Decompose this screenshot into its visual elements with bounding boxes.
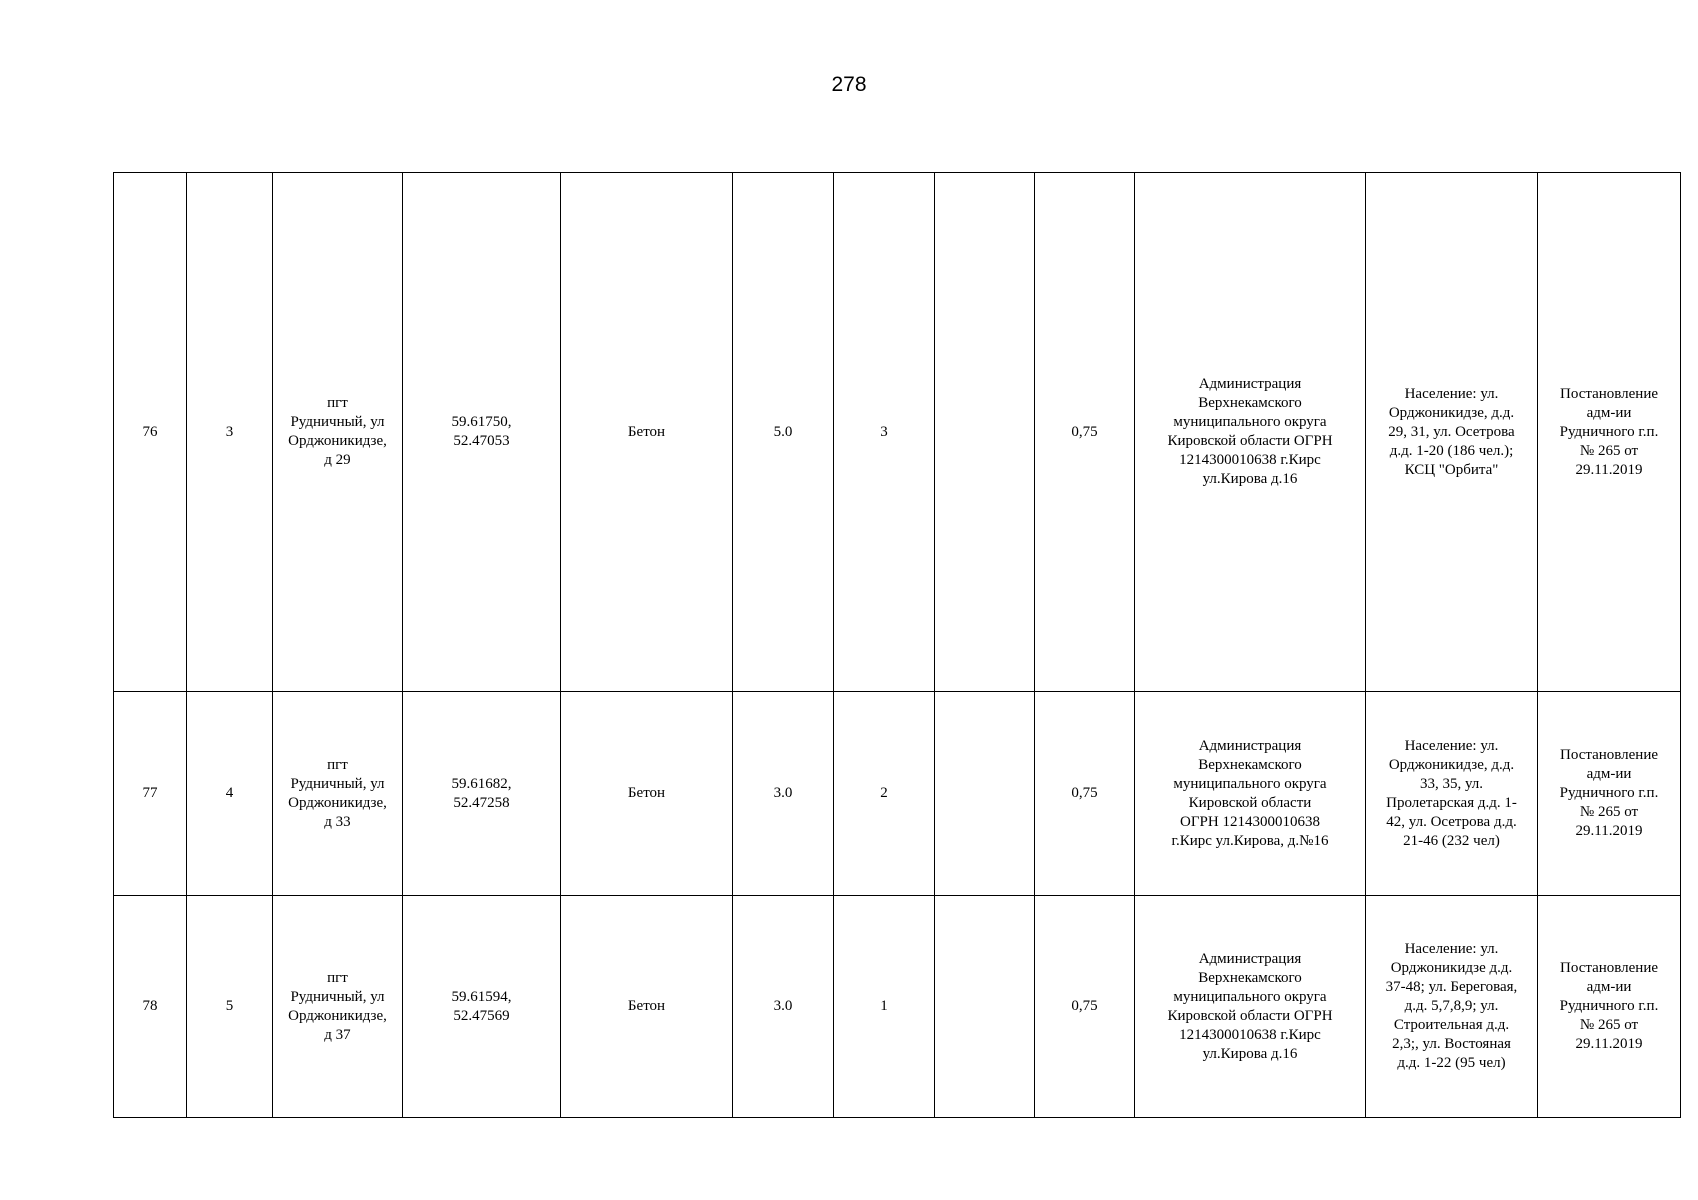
- cell-number: 77: [114, 692, 187, 896]
- cell-area: 5.0: [733, 173, 834, 692]
- cell-surface-material: Бетон: [561, 692, 733, 896]
- cell-waste-sources: Население: ул. Орджоникидзе, д.д. 33, 35, ул. Пролетарская д.д. 1- 42, ул. Осетрова д.д. 21-46 (232 чел): [1366, 692, 1538, 896]
- cell-address: пгт Рудничный, ул Орджоникидзе, д 29: [273, 173, 403, 692]
- cell-empty: [935, 173, 1035, 692]
- cell-empty: [935, 896, 1035, 1118]
- table-row: [114, 692, 1681, 896]
- cell-container-volume: 0,75: [1035, 173, 1135, 692]
- cell-index: 3: [187, 173, 273, 692]
- cell-area: 3.0: [733, 896, 834, 1118]
- cell-coordinates: 59.61750, 52.47053: [403, 173, 561, 692]
- cell-index: 4: [187, 692, 273, 896]
- cell-container-count: 1: [834, 896, 935, 1118]
- cell-decree: Постановление адм-ии Рудничного г.п. № 265 от 29.11.2019: [1538, 692, 1681, 896]
- cell-empty: [935, 692, 1035, 896]
- cell-container-volume: 0,75: [1035, 692, 1135, 896]
- cell-coordinates: 59.61594, 52.47569: [403, 896, 561, 1118]
- cell-surface-material: Бетон: [561, 173, 733, 692]
- cell-area: 3.0: [733, 692, 834, 896]
- cell-index: 5: [187, 896, 273, 1118]
- cell-surface-material: Бетон: [561, 896, 733, 1118]
- cell-coordinates: 59.61682, 52.47258: [403, 692, 561, 896]
- cell-owner: Администрация Верхнекамского муниципального округа Кировской области ОГРН 1214300010638 г.Кирс ул.Кирова д.16: [1135, 173, 1366, 692]
- table-row: [114, 173, 1681, 692]
- cell-owner: Администрация Верхнекамского муниципального округа Кировской области ОГРН 1214300010638 г.Кирс ул.Кирова, д.№16: [1135, 692, 1366, 896]
- cell-number: 78: [114, 896, 187, 1118]
- cell-container-count: 2: [834, 692, 935, 896]
- page-number: 278: [831, 73, 867, 96]
- cell-container-volume: 0,75: [1035, 896, 1135, 1118]
- cell-container-count: 3: [834, 173, 935, 692]
- cell-waste-sources: Население: ул. Орджоникидзе д.д. 37-48; ул. Береговая, д.д. 5,7,8,9; ул. Строительная д.д. 2,3;, ул. Востояная д.д. 1-22 (95 чел): [1366, 896, 1538, 1118]
- cell-owner: Администрация Верхнекамского муниципального округа Кировской области ОГРН 1214300010638 г.Кирс ул.Кирова д.16: [1135, 896, 1366, 1118]
- table-row: [114, 896, 1681, 1118]
- waste-sites-table: [113, 172, 1681, 1118]
- cell-address: пгт Рудничный, ул Орджоникидзе, д 33: [273, 692, 403, 896]
- cell-address: пгт Рудничный, ул Орджоникидзе, д 37: [273, 896, 403, 1118]
- cell-number: 76: [114, 173, 187, 692]
- cell-decree: Постановление адм-ии Рудничного г.п. № 265 от 29.11.2019: [1538, 896, 1681, 1118]
- cell-decree: Постановление адм-ии Рудничного г.п. № 265 от 29.11.2019: [1538, 173, 1681, 692]
- cell-waste-sources: Население: ул. Орджоникидзе, д.д. 29, 31, ул. Осетрова д.д. 1-20 (186 чел.); КСЦ "Орбита": [1366, 173, 1538, 692]
